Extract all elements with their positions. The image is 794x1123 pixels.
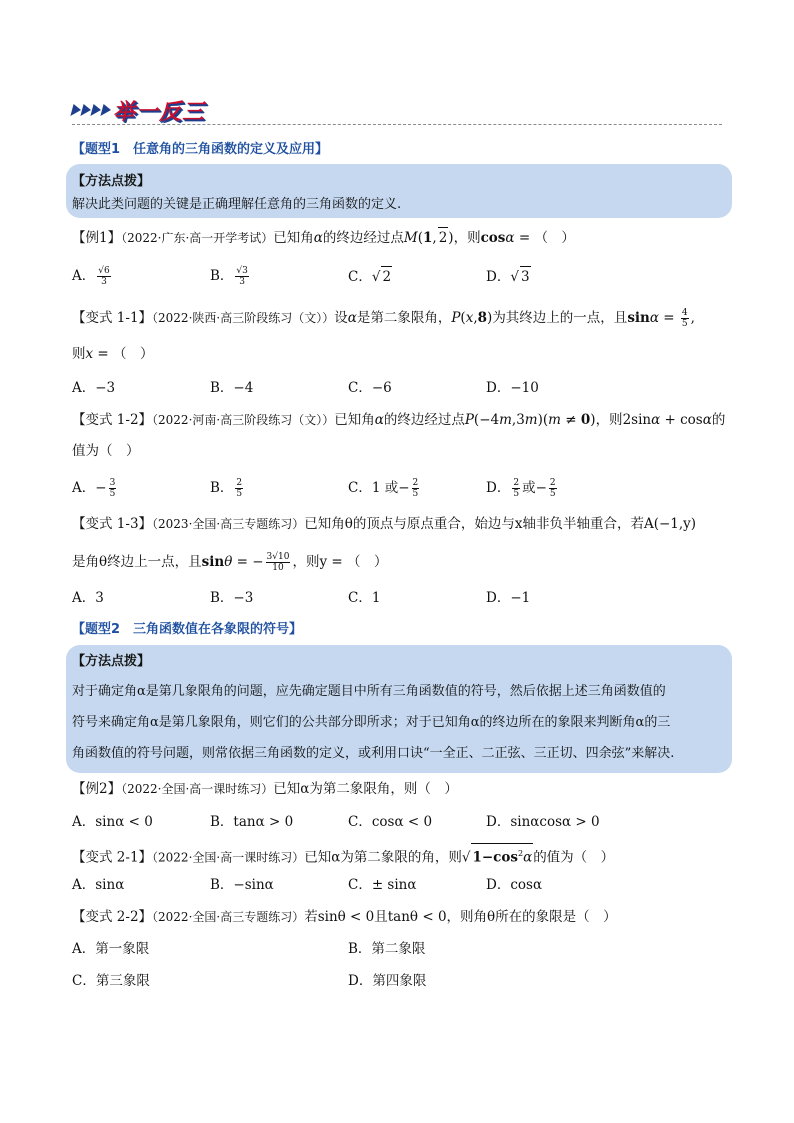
variant-1-2-stem: 【变式 1-2】（2022·河南·高三阶段练习（文））已知角α的终边经过点P(−4m,3m)(m ≠ 0)，则2sinα + cosα的 [72, 412, 726, 428]
example-2-source: （2022·全国·高一课时练习） [121, 782, 274, 796]
variant-2-1-option-c[interactable]: C．± sinα [348, 877, 417, 893]
type2-heading: 【题型2 三角函数值在各象限的符号】 [72, 622, 303, 637]
method-text-line-2: 符号来确定角α是第几象限角，则它们的公共部分即所求；对于已知角α的终边所在的象限来判断角α的三 [72, 715, 671, 730]
example-2-option-c[interactable]: C．cosα < 0 [348, 814, 433, 830]
variant-1-1-stem-line2: 则x = （ ） [72, 346, 154, 362]
variant-2-1-option-a[interactable]: A．sinα [72, 877, 125, 893]
option-label: A． [72, 480, 96, 496]
stem-text: 是第二象限角， [356, 310, 452, 326]
variant-1-3-label: 【变式 1-3】 [72, 516, 153, 532]
stem-text: 为其终边上的一点，且 [492, 310, 628, 326]
example-2-option-d[interactable]: D．sinαcosα > 0 [486, 814, 600, 830]
variant-1-3-stem-line2: 是角θ终边上一点，且sinθ = − $\frac{3√10}{10}$ ，则y = （ ） [72, 552, 388, 573]
option-label: C．1 或 [348, 480, 399, 496]
variant-1-3-option-b[interactable]: B．−3 [210, 590, 254, 606]
variant-1-1-label: 【变式 1-1】 [72, 310, 153, 326]
variant-2-1-label: 【变式 2-1】 [72, 849, 153, 866]
variant-1-2-source: （2022·河南·高三阶段练习（文）） [152, 413, 335, 427]
variant-1-3-stem [72, 514, 696, 534]
variant-2-2-option-c[interactable]: C．第三象限 [72, 973, 150, 989]
variant-2-1-option-d[interactable]: D．cosα [486, 877, 543, 893]
variant-2-2-option-a[interactable]: A．第一象限 [72, 941, 150, 957]
stem-text: 已知α为第二象限角，则（ ） [273, 781, 458, 797]
example-1-stem: 【例1】（2022·广东·高一开学考试）已知角α的终边经过点M(1, 2)，则cosα = （ ） [72, 227, 575, 248]
variant-2-2-stem [72, 907, 617, 927]
stem-text: 已知角θ的顶点与原点重合，始边与x轴非负半轴重合，若A(−1,y) [304, 516, 697, 532]
example-1-option-d[interactable]: D．√ 3 [486, 266, 531, 287]
stem-text: ，则y = （ ） [292, 554, 388, 570]
method-title-2: 【方法点拨】 [72, 654, 151, 669]
method-title-1: 【方法点拨】 [72, 174, 151, 189]
example-1-source: （2022·广东·高一开学考试） [121, 231, 274, 245]
stem-text: ，则 [595, 412, 623, 428]
arrows-icon [72, 104, 111, 116]
variant-2-1-source: （2022·全国·高一课时练习） [152, 850, 305, 865]
variant-2-2-option-b[interactable]: B．第二象限 [348, 941, 426, 957]
example-2-stem [72, 779, 458, 799]
variant-1-1-source: （2022·陕西·高三阶段练习（文）） [152, 311, 335, 325]
stem-text: 已知角 [334, 412, 375, 428]
variant-2-1-stem: 【变式 2-1】（2022·全国·高一课时练习）已知α为第二象限的角，则√ $1-\cos^2\alpha$的值为（ ） [72, 843, 614, 868]
variant-2-2-source: （2022·全国·高三专题练习） [152, 910, 305, 924]
stem-text: 的终边经过点 [322, 230, 404, 246]
variant-2-2-option-d[interactable]: D．第四象限 [348, 973, 427, 989]
option-label: B． [210, 480, 234, 496]
option-label: B． [210, 268, 234, 284]
option-text: 或 [522, 480, 536, 496]
variant-1-3-source: （2023·全国·高三专题练习） [152, 517, 305, 531]
stem-text: （ ） [534, 230, 575, 246]
stem-text: 则 [72, 346, 86, 362]
variant-1-2-option-b[interactable]: B． $\frac{2}{5}$ [210, 478, 243, 499]
stem-text: 的终边经过点 [383, 412, 465, 428]
example-1-label: 【例1】 [72, 230, 122, 246]
option-label: D． [486, 269, 511, 285]
stem-text: （ ） [113, 346, 154, 362]
method-text-line-3: 角函数值的符号问题，则常依据三角函数的定义，或利用口诀“一全正、二正弦、三正切、四余弦”来解决. [72, 746, 675, 761]
banner-divider [72, 124, 722, 125]
variant-1-2-option-a[interactable]: A．− $\frac{3}{5}$ [72, 478, 116, 499]
example-2-option-a[interactable]: A．sinα < 0 [72, 814, 153, 830]
variant-1-2-label: 【变式 1-2】 [72, 412, 153, 428]
variant-2-1-option-b[interactable]: B．−sinα [210, 877, 274, 893]
example-1-option-c[interactable]: C．√ 2 [348, 266, 392, 287]
variant-1-3-option-c[interactable]: C．1 [348, 590, 381, 606]
variant-1-1-option-b[interactable]: B．−4 [210, 380, 254, 396]
method-text-line-1: 对于确定角α是第几象限角的问题，应先确定题目中所有三角函数值的符号，然后依据上述三角函数值的 [72, 684, 666, 699]
variant-1-1-stem: 【变式 1-1】（2022·陕西·高三阶段练习（文））设α是第二象限角，P(x,8)为其终边上的一点，且sinα = $\frac{4}{5}$ , [72, 308, 695, 329]
stem-text: 设 [334, 310, 348, 326]
stem-text: 是角θ终边上一点，且 [72, 554, 202, 570]
stem-text: 已知α为第二象限的角，则 [304, 849, 462, 866]
variant-1-1-option-a[interactable]: A．−3 [72, 380, 116, 396]
example-1-option-a[interactable]: A． $\frac{√6}{3}$ [72, 266, 110, 287]
example-2-option-b[interactable]: B．tanα > 0 [210, 814, 294, 830]
variant-1-1-option-c[interactable]: C．−6 [348, 380, 392, 396]
stem-text: 若sinθ < 0且tanθ < 0，则角θ所在的象限是（ ） [304, 909, 617, 925]
option-label: D． [486, 480, 511, 496]
option-label: C． [348, 269, 372, 285]
type1-heading: 【题型1 任意角的三角函数的定义及应用】 [72, 142, 329, 157]
option-label: A． [72, 268, 96, 284]
stem-text: 已知角 [273, 230, 314, 246]
method-text-1: 解决此类问题的关键是正确理解任意角的三角函数的定义. [72, 197, 402, 212]
section-banner [72, 96, 205, 124]
example-2-label: 【例2】 [72, 781, 122, 797]
stem-text: ，则 [453, 230, 481, 246]
variant-1-2-option-d[interactable]: D． $\frac{2}{5}$ 或− $\frac{2}{5}$ [486, 478, 556, 499]
stem-text: 的 [711, 412, 726, 428]
variant-1-3-option-d[interactable]: D．−1 [486, 590, 531, 606]
stem-text: 的值为（ ） [533, 849, 615, 866]
variant-1-3-option-a[interactable]: A．3 [72, 590, 104, 606]
variant-1-1-option-d[interactable]: D．−10 [486, 380, 539, 396]
example-1-option-b[interactable]: B． $\frac{√3}{3}$ [210, 266, 248, 287]
banner-title: 举一反三 [113, 99, 206, 125]
variant-1-2-stem-line2: 值为（ ） [72, 443, 140, 459]
variant-1-2-option-c[interactable]: C．1 或− $\frac{2}{5}$ [348, 478, 419, 499]
variant-2-2-label: 【变式 2-2】 [72, 909, 153, 925]
